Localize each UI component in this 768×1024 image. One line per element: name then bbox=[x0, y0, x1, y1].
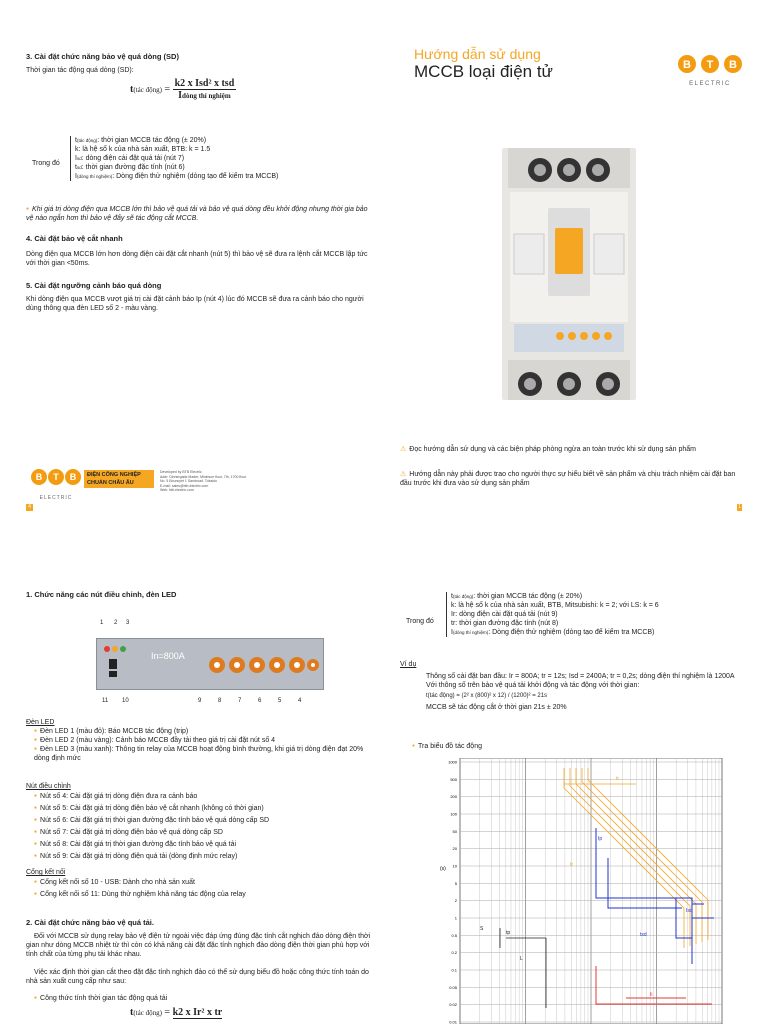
callout-6: 6 bbox=[258, 698, 262, 704]
where-item bbox=[451, 610, 751, 619]
port-item: ● Cổng kết nối số 11: Dùng thử nghiệm khả năng tác động của relay bbox=[26, 890, 372, 899]
relay-panel bbox=[96, 638, 324, 690]
header-logo bbox=[676, 54, 744, 87]
sec2-formula bbox=[130, 1007, 222, 1018]
example-block bbox=[426, 672, 756, 712]
svg-text:B: B bbox=[69, 472, 77, 482]
y-tick-label: 20 bbox=[452, 846, 457, 852]
y-tick-label: 10 bbox=[452, 863, 457, 869]
contact-line: Addr: Dinnergade Mader, Minimum floor, 7th, 1700 floor bbox=[160, 474, 247, 479]
formula-denominator bbox=[173, 90, 237, 101]
sec3-note: ● Khi giá trị dòng điện qua MCCB lớn thì bảo vệ quá tải và bảo vệ quá dòng đều khởi động nhưng thời gia bảo vệ nào ngắn hơn thì bảo vệ đấy sẽ tác động cắt MCCB. bbox=[26, 205, 374, 223]
callout-4: 4 bbox=[298, 698, 302, 704]
label-tr: tr bbox=[616, 776, 620, 782]
tagline-2: CHUẨN CHÂU ÂU bbox=[87, 480, 134, 486]
y-tick-label: 50 bbox=[452, 828, 457, 834]
y-tick-label: 0.01 bbox=[449, 1019, 457, 1024]
sec5-heading: 5. Cài đặt ngưỡng cảnh báo quá dòng bbox=[26, 281, 162, 290]
contact-line: No. 5 Bouncyet 1 Sandroad. Tokaido bbox=[160, 479, 217, 483]
knob-item: ● Nút số 6: Cài đặt giá trị thời gian đường đặc tính bảo vệ quá dòng cấp SD bbox=[26, 816, 372, 825]
y-tick-label: 0.05 bbox=[449, 984, 457, 990]
svg-text:B: B bbox=[683, 59, 691, 71]
where-item bbox=[451, 628, 751, 637]
den-sub: dòng thí nghiệm bbox=[182, 92, 231, 100]
where-sym: k bbox=[451, 602, 455, 609]
knob-heading: Nút điều chỉnh bbox=[26, 783, 71, 790]
y-tick-label: 100 bbox=[450, 811, 457, 817]
port-item: ● Cổng kết nối số 10 - USB: Dành cho nhà sản xuất bbox=[26, 878, 372, 887]
knob-item: ● Nút số 9: Cài đặt giá trị dòng điện quá tải (dòng định mức relay) bbox=[26, 852, 372, 861]
where-item bbox=[75, 163, 375, 172]
y-tick-label: 0.2 bbox=[451, 950, 457, 956]
label-ir: Ir bbox=[570, 862, 574, 868]
y-tick-label: 1000 bbox=[448, 759, 457, 765]
callout-3: 3 bbox=[126, 620, 130, 626]
svg-text:B: B bbox=[35, 472, 43, 482]
y-tick-label: 2 bbox=[454, 898, 457, 904]
contact-line: Developed by BTB Electric bbox=[160, 470, 202, 474]
y-tick-label: 0.02 bbox=[449, 1002, 457, 1008]
chart-y-ticks bbox=[448, 760, 458, 1024]
formula-numerator: k2 x Ir² x tr bbox=[172, 1007, 223, 1018]
footer-logo bbox=[30, 468, 82, 501]
header-title: MCCB loại điện tử bbox=[414, 62, 553, 81]
sec3-where-list bbox=[70, 136, 375, 181]
sec1-heading: 1. Chức năng các nút điều chỉnh, đèn LED bbox=[26, 590, 177, 599]
label-ii: Ii bbox=[650, 992, 653, 998]
svg-text:T: T bbox=[706, 59, 714, 71]
warning-1: ⚠ Đọc hướng dẫn sử dụng và các biện pháp phòng ngừa an toàn trước khi sử dụng sản phẩm bbox=[400, 445, 746, 454]
panel-leds-icon bbox=[101, 643, 131, 683]
example-line: Thông số cài đặt ban đầu: Ir = 800A; tr = 12s; Isd = 2400A; tr = 0,2s; dòng điện thí nghiệm là 1200A bbox=[426, 673, 735, 680]
where-text: : là hệ số k của nhà sản xuất, BTB: k = 1.5 bbox=[78, 146, 211, 153]
where-text: : là hệ số k của nhà sản xuất, BTB, Mitsubishi: k = 2; với LS: k = 6 bbox=[454, 602, 659, 609]
contact-line: Web: btb-electric.com bbox=[160, 488, 194, 492]
relay-panel-figure bbox=[84, 618, 332, 710]
header-logo-word: ELECTRIC bbox=[689, 81, 731, 87]
callout-7: 7 bbox=[238, 698, 242, 704]
where-item bbox=[451, 601, 751, 610]
where-sym: I bbox=[75, 173, 77, 180]
led-item: ● Đèn LED 1 (màu đỏ): Báo MCCB tác động (trip) bbox=[26, 727, 372, 736]
rb-where-list bbox=[446, 592, 751, 637]
callout-8: 8 bbox=[218, 698, 222, 704]
led-item: ● Đèn LED 2 (màu vàng): Cảnh báo MCCB đầy tải theo giá trị cài đặt nút số 4 bbox=[26, 736, 372, 745]
example-heading: Ví dụ bbox=[400, 661, 417, 668]
where-sub: sd bbox=[76, 156, 82, 161]
contact-line: E-mail: sales@btb-electric.com bbox=[160, 483, 209, 488]
sec3-formula bbox=[130, 78, 236, 101]
where-text: : dòng điện cài đặt quá tải (nút 7) bbox=[81, 155, 185, 162]
den-symbol: I bbox=[178, 90, 183, 101]
where-item bbox=[451, 619, 751, 628]
callout-10: 10 bbox=[122, 698, 129, 704]
led-list bbox=[26, 727, 372, 763]
formula-eq: = bbox=[161, 1007, 173, 1018]
where-text: : thời gian MCCB tác động (± 20%) bbox=[473, 593, 583, 600]
sec4-heading: 4. Cài đặt bảo vệ cắt nhanh bbox=[26, 234, 123, 243]
where-sym: I bbox=[75, 155, 77, 162]
where-text: : Dòng điện thử nghiệm (dòng tạo để kiểm tra MCCB) bbox=[488, 629, 655, 636]
sec3-where-label: Trong đó bbox=[32, 160, 60, 167]
trip-curve-chart bbox=[436, 758, 726, 1024]
btb-logo-icon bbox=[30, 468, 82, 496]
sec3-heading: 3. Cài đặt chức năng bảo vệ quá dòng (SD) bbox=[26, 52, 179, 61]
sec2-p2: Việc xác định thời gian cắt theo đặt đặc tính nghịch đảo có thể sử dụng biểu đồ hoặc công thức tính toán do nhà sản xuất cung cấp như sau: bbox=[26, 969, 369, 985]
where-sym: t bbox=[451, 593, 453, 600]
mccb-product-image bbox=[500, 148, 638, 400]
svg-text:T: T bbox=[53, 472, 59, 482]
formula-lhs: t bbox=[130, 83, 134, 95]
led-item: ● Đèn LED 3 (màu xanh): Thông tin relay của MCCB hoạt động bình thường, khi giá trị dòng điện đạt 20% dòng định mức bbox=[26, 745, 372, 763]
where-sub: (dòng thí nghiệm) bbox=[76, 174, 113, 179]
where-item bbox=[75, 172, 375, 181]
where-sym: k bbox=[75, 146, 79, 153]
warning-2: ⚠ Hướng dẫn này phải được trao cho người thực sự hiểu biết về sản phẩm và chịu trách nhiệm cài đặt ban đầu trước khi đưa vào sử dụng sản phẩm bbox=[400, 470, 746, 488]
page-number-left: 4 bbox=[26, 504, 33, 511]
sec2-heading: 2. Cài đặt chức năng bảo vệ quá tải. bbox=[26, 918, 154, 927]
footer-contact bbox=[160, 470, 246, 493]
y-tick-label: 0.1 bbox=[451, 967, 457, 973]
where-sym: t bbox=[75, 164, 77, 171]
formula-eq: = bbox=[161, 83, 173, 95]
where-sym: tr bbox=[451, 620, 456, 627]
where-sym: t bbox=[75, 137, 77, 144]
label-isd: Isd bbox=[686, 908, 693, 914]
callout-5: 5 bbox=[278, 698, 282, 704]
where-sym: Ir bbox=[451, 611, 456, 618]
chart-bullet: ● Tra biểu đồ tác động bbox=[412, 742, 482, 751]
callout-9: 9 bbox=[198, 698, 202, 704]
sec5-text: Khi dòng điện qua MCCB vượt giá trị cài đặt cảnh báo Ip (nút 4) lúc đó MCCB sẽ đưa ra cảnh báo cho người dùng thông qua đèn LED số 2 - màu vàng. bbox=[26, 296, 364, 312]
knob-list bbox=[26, 792, 372, 864]
label-ip: Ip bbox=[598, 836, 603, 842]
label-l: L bbox=[520, 956, 523, 962]
sec4-text: Dòng điện qua MCCB lớn hơn dòng điện cài đặt cắt nhanh (nút 5) thì bảo vệ sẽ đưa ra lệnh cắt MCCB lập tức với thời gian <50ms. bbox=[26, 251, 368, 267]
where-item bbox=[75, 145, 375, 154]
port-heading: Cổng kết nối bbox=[26, 869, 66, 876]
formula-lhs-sub: (tác động) bbox=[133, 85, 162, 94]
where-text: : thời gian MCCB tác động (± 20%) bbox=[97, 137, 207, 144]
y-tick-label: 5 bbox=[454, 880, 457, 886]
sec2-p1: Đối với MCCB sử dụng relay bảo vệ điện tử ngoài việc đáp ứng đúng đặc tính cắt nghịch đảo dòng điện thời gian như dòng MCCB nhiệt từ thì còn có khả năng cài đặt đặc tính nghịch đảo dòng điện thời gian phù hợp với tính chất của từng phụ tải khác nhau. bbox=[26, 933, 371, 958]
callout-11: 11 bbox=[102, 698, 109, 704]
where-sub: (dòng thí nghiệm) bbox=[452, 630, 489, 635]
port-list bbox=[26, 878, 372, 899]
label-tp: tp bbox=[506, 930, 511, 936]
where-sub: (tác động) bbox=[452, 594, 474, 599]
where-item bbox=[75, 154, 375, 163]
example-line: t(tác động) = (2² x (800)² x 12) / (1200)² = 21s bbox=[426, 693, 548, 699]
y-unit-label: (s) bbox=[440, 866, 446, 872]
panel-rating: In=800A bbox=[151, 651, 185, 661]
rb-where-label: Trong đó bbox=[406, 618, 434, 625]
footer-logo-word: ELECTRIC bbox=[39, 495, 73, 501]
svg-text:B: B bbox=[729, 59, 737, 71]
formula-lhs-sub: (tác động) bbox=[133, 1009, 162, 1017]
y-tick-label: 500 bbox=[450, 776, 457, 782]
page-number-right: 1 bbox=[738, 504, 741, 510]
where-text: : dòng điện cài đặt quá tải (nút 9) bbox=[455, 611, 558, 618]
where-item bbox=[451, 592, 751, 601]
formula-numerator: k2 x Isd² x tsd bbox=[174, 78, 235, 89]
knob-item: ● Nút số 4: Cài đặt giá trị dòng điện đưa ra cảnh báo bbox=[26, 792, 372, 801]
knob-item: ● Nút số 8: Cài đặt giá trị thời gian đường đặc tính bảo vệ quá tải bbox=[26, 840, 372, 849]
where-sub: (tác động) bbox=[76, 138, 98, 143]
where-item bbox=[75, 136, 375, 145]
tagline-1: ĐIỆN CÔNG NGHIỆP bbox=[87, 472, 141, 478]
label-tsd: tsd bbox=[640, 932, 647, 938]
panel-knobs-icon bbox=[207, 653, 319, 677]
callout-2: 2 bbox=[114, 620, 118, 626]
where-text: : thời gian đường đặc tính (nút 8) bbox=[455, 620, 559, 627]
example-line: MCCB sẽ tác động cắt ở thời gian 21s ± 20% bbox=[426, 704, 567, 711]
led-heading: Đèn LED bbox=[26, 719, 55, 726]
formula-lhs: t bbox=[130, 1007, 134, 1018]
where-sym: I bbox=[451, 629, 453, 636]
where-sub: sd bbox=[76, 165, 82, 170]
y-tick-label: 1 bbox=[454, 915, 457, 921]
knob-item: ● Nút số 5: Cài đặt giá trị dòng điện bảo vệ cắt nhanh (không có thời gian) bbox=[26, 804, 372, 813]
y-tick-label: 200 bbox=[450, 794, 457, 800]
where-text: : Dòng điện thử nghiệm (dòng tạo để kiểm tra MCCB) bbox=[112, 173, 279, 180]
where-text: : thời gian đường đặc tính (nút 6) bbox=[81, 164, 185, 171]
header-subtitle: Hướng dẫn sử dụng bbox=[414, 46, 541, 62]
footer-tagline bbox=[84, 470, 154, 488]
callout-1: 1 bbox=[100, 620, 104, 626]
label-s: S bbox=[480, 926, 484, 932]
btb-logo-icon bbox=[676, 54, 744, 78]
y-tick-label: 0.5 bbox=[451, 932, 457, 938]
example-line: Với thông số trên bảo vệ quá tải khởi động và tác động với thời gian: bbox=[426, 682, 640, 689]
knob-item: ● Nút số 7: Cài đặt giá trị dòng điện bảo vệ quá dòng cấp SD bbox=[26, 828, 372, 837]
sec2-bullet: ● Công thức tính thời gian tác động quá tải bbox=[34, 994, 167, 1003]
sec3-intro: Thời gian tác động quá dòng (SD): bbox=[26, 67, 134, 74]
